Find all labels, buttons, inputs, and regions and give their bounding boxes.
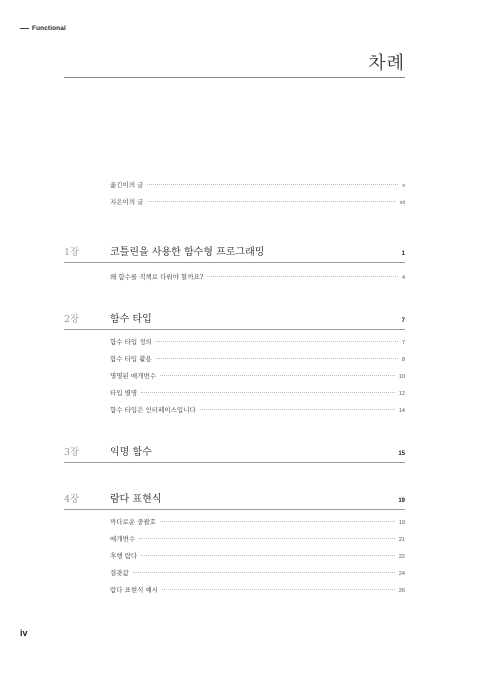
toc-entry-page: 12 — [398, 391, 405, 397]
page-title: 차례 — [368, 53, 405, 74]
toc-entry-page: 21 — [398, 537, 405, 543]
toc-entry-page: 26 — [398, 588, 405, 594]
title-rule — [64, 77, 405, 78]
toc-entry[interactable] — [110, 551, 405, 561]
chapter-page: 7 — [401, 318, 405, 324]
chapter-heading[interactable] — [64, 310, 405, 324]
chapter-title: 함수 타입 — [110, 314, 152, 325]
chapter-rule — [64, 262, 405, 263]
toc-entry[interactable] — [110, 517, 405, 527]
toc-entry-label: 결괏값 — [110, 569, 129, 577]
toc-entry-label: 명명된 매개변수 — [110, 372, 157, 380]
toc-entry-page: xii — [399, 200, 405, 206]
chapter-heading[interactable] — [64, 243, 405, 257]
leader-dots — [156, 341, 398, 342]
leader-dots — [156, 358, 398, 359]
toc-entry[interactable] — [110, 337, 405, 347]
leader-dots — [160, 521, 395, 522]
chapter-rule — [64, 329, 405, 330]
chapter-number: 2장 — [64, 314, 80, 325]
toc-entry-page: 10 — [398, 374, 405, 380]
chapter-rule — [64, 462, 405, 463]
leader-dots — [133, 572, 395, 573]
leader-dots — [139, 538, 395, 539]
toc-entry[interactable] — [110, 197, 405, 207]
toc-entry-label: 후행 람다 — [110, 552, 138, 560]
toc-entry[interactable] — [110, 180, 405, 190]
toc-entry-label: 타입 별명 — [110, 389, 138, 397]
toc-entry-label: 왜 함수를 직책로 다뤄야 할까요? — [110, 273, 204, 281]
leader-dots — [162, 589, 395, 590]
toc-entry-label: 지은이의 글 — [110, 198, 144, 206]
series-header — [20, 25, 66, 32]
toc-entry[interactable] — [110, 585, 405, 595]
toc-entry-page: 19 — [398, 520, 405, 526]
toc-entry-page: 14 — [398, 408, 405, 414]
toc-entry-label: 까다로운 중괄호 — [110, 518, 157, 526]
toc-entry[interactable] — [110, 272, 405, 282]
toc-entry[interactable] — [110, 405, 405, 415]
leader-dots — [147, 184, 398, 185]
toc-entry-page: 8 — [401, 357, 405, 363]
toc-entry[interactable] — [110, 568, 405, 578]
toc-entry-page: 4 — [401, 275, 405, 281]
leader-dots — [141, 392, 395, 393]
chapter-heading[interactable] — [64, 490, 405, 504]
header-dash — [20, 28, 29, 29]
toc-entry-label: 옮긴이의 글 — [110, 181, 144, 189]
leader-dots — [141, 555, 395, 556]
toc-entry-page: 24 — [398, 571, 405, 577]
page-number: iv — [20, 628, 28, 638]
toc-entry[interactable] — [110, 388, 405, 398]
leader-dots — [147, 201, 395, 202]
chapter-page: 1 — [401, 251, 405, 257]
chapter-page: 15 — [398, 451, 405, 457]
toc-entry-page: 7 — [401, 340, 405, 346]
chapter-number: 3장 — [64, 447, 80, 458]
chapter-title: 람다 표현식 — [110, 494, 162, 505]
toc-entry-label: 함수 타입 정의 — [110, 338, 152, 346]
toc-entry-label: 함수 타입은 인터페이스입니다 — [110, 406, 196, 414]
chapter-title: 익명 함수 — [110, 447, 152, 458]
toc-entry[interactable] — [110, 354, 405, 364]
chapter-title: 코틀린을 사용한 함수형 프로그래밍 — [110, 247, 265, 258]
toc-entry-page: 22 — [398, 554, 405, 560]
leader-dots — [200, 409, 395, 410]
toc-entry-label: 람다 표현식 예시 — [110, 586, 159, 594]
leader-dots — [207, 276, 398, 277]
toc-entry[interactable] — [110, 534, 405, 544]
leader-dots — [160, 375, 395, 376]
chapter-rule — [64, 509, 405, 510]
toc-entry-page: x — [402, 183, 405, 189]
toc-entry-label: 함수 타입 활용 — [110, 355, 152, 363]
chapter-number: 4장 — [64, 494, 80, 505]
series-name: Functional — [32, 25, 66, 32]
toc-entry[interactable] — [110, 371, 405, 381]
toc-entry-label: 매개변수 — [110, 535, 136, 543]
chapter-number: 1장 — [64, 247, 80, 258]
chapter-page: 19 — [398, 498, 405, 504]
chapter-heading[interactable] — [64, 443, 405, 457]
